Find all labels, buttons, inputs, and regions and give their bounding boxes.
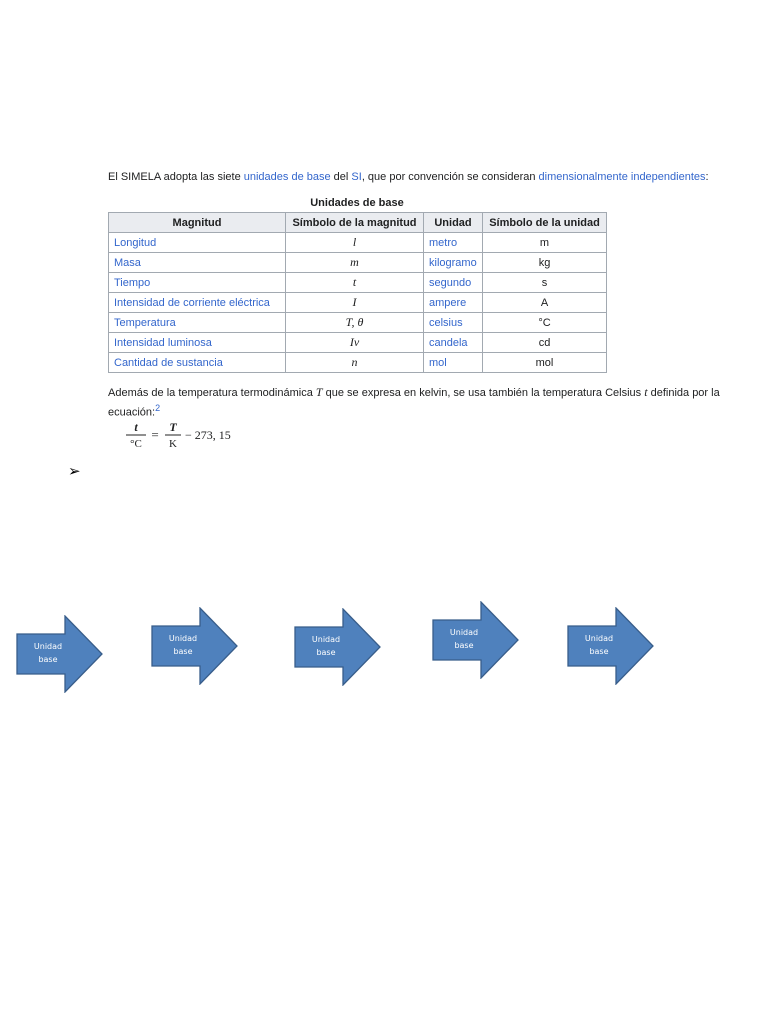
unidad-base-arrow[interactable] <box>150 607 238 685</box>
magnitud-link[interactable]: Tiempo <box>109 273 286 293</box>
arrow-label <box>15 640 81 666</box>
var-t: t <box>644 385 648 399</box>
unit-link[interactable]: mol <box>424 353 483 373</box>
eq-lhs-denominator: °C <box>130 438 142 450</box>
intro-paragraph <box>108 170 748 184</box>
unit-link[interactable]: metro <box>424 233 483 253</box>
unit-link[interactable]: kilogramo <box>424 253 483 273</box>
arrow-label-line2: base <box>173 647 193 656</box>
eq-rhs-numerator: T <box>169 420 177 434</box>
table-row <box>109 293 607 313</box>
intro-text-3: , que por convención se consideran <box>361 171 539 183</box>
unit-link[interactable]: segundo <box>424 273 483 293</box>
reference-2[interactable]: 2 <box>155 403 161 413</box>
magnitude-symbol: T, θ <box>286 313 424 333</box>
magnitud-link[interactable]: Longitud <box>109 233 286 253</box>
intro-text-4: : <box>705 171 709 183</box>
unit-symbol: cd <box>483 333 607 353</box>
unit-link[interactable]: celsius <box>424 313 483 333</box>
eq-lhs-numerator: t <box>134 420 138 434</box>
magnitude-symbol: n <box>286 353 424 373</box>
header-simbolo-unidad[interactable]: Símbolo de la unidad <box>483 213 607 233</box>
eq-rhs-denominator: K <box>169 438 177 450</box>
unidad-base-arrow[interactable] <box>431 601 519 679</box>
eq-equals: = <box>151 427 159 442</box>
arrow-label-line2: base <box>38 655 58 664</box>
table-row <box>109 313 607 333</box>
table-row <box>109 233 607 253</box>
arrow-label <box>431 626 497 652</box>
unidad-base-arrow[interactable] <box>566 607 654 685</box>
arrow-label <box>293 633 359 659</box>
magnitud-link[interactable]: Intensidad de corriente eléctrica <box>109 293 286 313</box>
table-row <box>109 353 607 373</box>
arrow-label-line1: Unidad <box>168 634 198 643</box>
arrow-label-line1: Unidad <box>33 642 63 651</box>
after-text-2: que se expresa en kelvin, se usa también la temperatura Celsius <box>322 387 645 399</box>
table-row <box>109 333 607 353</box>
table-caption: Unidades de base <box>310 197 404 209</box>
magnitude-symbol: l <box>286 233 424 253</box>
arrow-label-line1: Unidad <box>584 634 614 643</box>
celsius-equation <box>124 418 284 458</box>
magnitude-symbol: m <box>286 253 424 273</box>
after-text-3: definida por la ecuación: <box>108 387 720 419</box>
link-unidades-de-base[interactable]: unidades de base <box>243 171 331 183</box>
magnitude-symbol: t <box>286 273 424 293</box>
arrow-label-line2: base <box>589 647 609 656</box>
unit-symbol: m <box>483 233 607 253</box>
magnitud-link[interactable]: Intensidad luminosa <box>109 333 286 353</box>
arrow-label-line2: base <box>316 648 336 657</box>
arrow-label-line1: Unidad <box>449 628 479 637</box>
arrow-label <box>150 632 216 658</box>
unidad-base-arrow[interactable] <box>293 608 381 686</box>
magnitude-symbol: I <box>286 293 424 313</box>
unit-symbol: A <box>483 293 607 313</box>
link-dimensionalmente-independientes[interactable]: dimensionalmente independientes <box>538 171 706 183</box>
table-row <box>109 273 607 293</box>
magnitud-link[interactable]: Temperatura <box>109 313 286 333</box>
table-row <box>109 253 607 273</box>
unit-link[interactable]: candela <box>424 333 483 353</box>
header-magnitud[interactable]: Magnitud <box>109 213 286 233</box>
unit-symbol: s <box>483 273 607 293</box>
link-si[interactable]: SI <box>351 171 362 183</box>
table-header-row <box>109 213 607 233</box>
unit-symbol: kg <box>483 253 607 273</box>
unit-symbol: mol <box>483 353 607 373</box>
intro-text-2: del <box>330 171 352 183</box>
bullet-arrowhead: ➢ <box>68 463 81 480</box>
magnitude-symbol: Iv <box>286 333 424 353</box>
arrow-label-line2: base <box>454 641 474 650</box>
header-unidad[interactable]: Unidad <box>424 213 483 233</box>
base-units-table <box>108 212 607 373</box>
header-simbolo-magnitud[interactable]: Símbolo de la magnitud <box>286 213 424 233</box>
eq-tail: − 273, 15 <box>185 428 231 442</box>
arrow-label-line1: Unidad <box>311 635 341 644</box>
var-T: T <box>315 385 323 399</box>
magnitud-link[interactable]: Masa <box>109 253 286 273</box>
magnitud-link[interactable]: Cantidad de sustancia <box>109 353 286 373</box>
unit-link[interactable]: ampere <box>424 293 483 313</box>
intro-text-1: El SIMELA adopta las siete <box>108 171 244 183</box>
after-text-1: Además de la temperatura termodinámica <box>108 387 316 399</box>
unidad-base-arrow[interactable] <box>15 615 103 693</box>
unit-symbol: °C <box>483 313 607 333</box>
temperature-paragraph <box>108 385 748 421</box>
arrow-label <box>566 632 632 658</box>
